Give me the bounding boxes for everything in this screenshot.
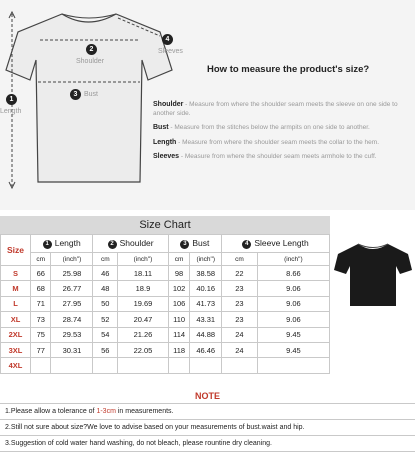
length-number-badge: 1 xyxy=(6,94,17,105)
length-label: Length xyxy=(0,108,22,115)
table-cell xyxy=(93,358,118,373)
table-row xyxy=(1,312,330,327)
sleeves-number-badge: 4 xyxy=(162,34,173,45)
unit-cell: (inch") xyxy=(118,253,169,266)
table-cell: 68 xyxy=(31,281,51,296)
size-chart-table xyxy=(0,234,330,374)
table-cell: 114 xyxy=(168,327,190,342)
bust-number-badge: 3 xyxy=(70,89,81,100)
definition-term: Shoulder xyxy=(153,101,184,108)
sleeves-label: Sleeves xyxy=(158,48,183,55)
note-line-2: 2.Still not sure about size?We love to advise based on your measurements of bust.waist and hip. xyxy=(0,420,415,436)
definition-bust xyxy=(153,123,413,132)
size-name-cell: S xyxy=(1,266,31,281)
bust-label: Bust xyxy=(84,91,99,98)
size-name-cell: 4XL xyxy=(1,358,31,373)
unit-cell: (inch") xyxy=(190,253,222,266)
table-row xyxy=(1,296,330,311)
size-column-header: Size xyxy=(1,235,31,266)
definition-desc: - Measure from where the shoulder seam meets the sleeve on one side to another side. xyxy=(153,101,398,117)
group-label: Sleeve Length xyxy=(254,238,309,248)
size-name-cell: M xyxy=(1,281,31,296)
table-cell: 54 xyxy=(93,327,118,342)
group-label: Shoulder xyxy=(119,238,154,248)
size-name-cell: 2XL xyxy=(1,327,31,342)
table-cell: 24 xyxy=(222,342,258,357)
table-cell: 66 xyxy=(31,266,51,281)
group-label: Bust xyxy=(192,238,210,248)
table-row xyxy=(1,342,330,357)
table-cell: 71 xyxy=(31,296,51,311)
note-text: in measurements. xyxy=(115,408,174,415)
shoulder-label: Shoulder xyxy=(76,58,105,65)
table-cell: 98 xyxy=(168,266,190,281)
table-cell: 19.69 xyxy=(118,296,169,311)
table-cell: 40.16 xyxy=(190,281,222,296)
table-cell: 27.95 xyxy=(51,296,93,311)
table-row xyxy=(1,281,330,296)
unit-cell: cm xyxy=(168,253,190,266)
size-chart-title: Size Chart xyxy=(0,216,330,234)
table-cell: 9.45 xyxy=(257,342,329,357)
number-badge: 1 xyxy=(43,240,52,249)
definition-term: Bust xyxy=(153,124,169,131)
definition-shoulder xyxy=(153,100,413,118)
size-name-cell: 3XL xyxy=(1,342,31,357)
table-cell: 26.77 xyxy=(51,281,93,296)
measurement-diagram xyxy=(0,0,415,210)
table-cell: 9.06 xyxy=(257,312,329,327)
table-cell: 28.74 xyxy=(51,312,93,327)
table-cell: 8.66 xyxy=(257,266,329,281)
tolerance-value: 1-3cm xyxy=(96,408,116,415)
table-cell: 50 xyxy=(93,296,118,311)
number-badge: 4 xyxy=(242,240,251,249)
group-header-sleeve-length xyxy=(222,235,330,253)
definition-desc: - Measure from the stitches below the armpits on one side to another. xyxy=(170,124,370,131)
table-row xyxy=(1,266,330,281)
table-cell: 23 xyxy=(222,296,258,311)
table-cell: 9.45 xyxy=(257,327,329,342)
table-cell: 75 xyxy=(31,327,51,342)
table-row xyxy=(1,358,330,373)
size-name-cell: L xyxy=(1,296,31,311)
definition-term: Length xyxy=(153,139,177,146)
group-header-bust xyxy=(168,235,221,253)
definition-desc: - Measure from where the shoulder seam meets armhole to the cuff. xyxy=(180,153,377,160)
note-title: NOTE xyxy=(0,388,415,404)
table-cell: 21.26 xyxy=(118,327,169,342)
table-cell xyxy=(168,358,190,373)
table-cell: 46 xyxy=(93,266,118,281)
table-cell: 23 xyxy=(222,281,258,296)
table-cell: 29.53 xyxy=(51,327,93,342)
table-cell: 25.98 xyxy=(51,266,93,281)
table-cell xyxy=(222,358,258,373)
table-cell: 110 xyxy=(168,312,190,327)
table-cell: 9.06 xyxy=(257,281,329,296)
unit-header-row xyxy=(1,253,330,266)
group-header-length xyxy=(31,235,93,253)
unit-cell: (inch") xyxy=(51,253,93,266)
black-tshirt-body xyxy=(334,244,412,306)
table-row xyxy=(1,327,330,342)
number-badge: 2 xyxy=(108,240,117,249)
size-rows xyxy=(1,266,330,374)
table-cell xyxy=(190,358,222,373)
how-to-measure-heading: How to measure the product's size? xyxy=(207,64,370,75)
table-cell xyxy=(51,358,93,373)
table-cell: 23 xyxy=(222,312,258,327)
table-cell: 20.47 xyxy=(118,312,169,327)
table-cell: 22 xyxy=(222,266,258,281)
table-cell xyxy=(118,358,169,373)
table-cell: 52 xyxy=(93,312,118,327)
table-cell: 18.11 xyxy=(118,266,169,281)
table-cell: 38.58 xyxy=(190,266,222,281)
table-cell: 102 xyxy=(168,281,190,296)
table-cell: 73 xyxy=(31,312,51,327)
table-cell: 22.05 xyxy=(118,342,169,357)
table-cell: 44.88 xyxy=(190,327,222,342)
group-header-shoulder xyxy=(93,235,168,253)
note-line-3: 3.Suggestion of cold water hand washing, do not bleach, please rountine dry cleaning. xyxy=(0,436,415,452)
definition-term: Sleeves xyxy=(153,153,180,160)
unit-cell: cm xyxy=(222,253,258,266)
unit-cell: cm xyxy=(93,253,118,266)
note-text: 1.Please allow a tolerance of xyxy=(5,408,97,415)
table-cell: 46.46 xyxy=(190,342,222,357)
table-cell xyxy=(257,358,329,373)
table-cell: 18.9 xyxy=(118,281,169,296)
definition-length xyxy=(153,138,413,147)
unit-cell: cm xyxy=(31,253,51,266)
size-name-cell: XL xyxy=(1,312,31,327)
unit-cell: (inch") xyxy=(257,253,329,266)
definition-desc: - Measure from where the shoulder seam meets the collar to the hem. xyxy=(178,139,380,146)
definition-sleeves xyxy=(153,152,413,161)
table-cell: 118 xyxy=(168,342,190,357)
table-cell: 9.06 xyxy=(257,296,329,311)
black-tshirt-image xyxy=(334,240,412,310)
table-cell: 41.73 xyxy=(190,296,222,311)
group-header-row xyxy=(1,235,330,253)
note-line-1 xyxy=(0,404,415,420)
group-label: Length xyxy=(54,238,81,248)
tshirt-outline xyxy=(6,14,172,182)
shoulder-number-badge: 2 xyxy=(86,44,97,55)
table-cell: 48 xyxy=(93,281,118,296)
table-cell: 24 xyxy=(222,327,258,342)
number-badge: 3 xyxy=(180,240,189,249)
table-cell: 30.31 xyxy=(51,342,93,357)
table-cell: 106 xyxy=(168,296,190,311)
table-cell: 77 xyxy=(31,342,51,357)
table-cell: 43.31 xyxy=(190,312,222,327)
table-cell xyxy=(31,358,51,373)
table-cell: 56 xyxy=(93,342,118,357)
